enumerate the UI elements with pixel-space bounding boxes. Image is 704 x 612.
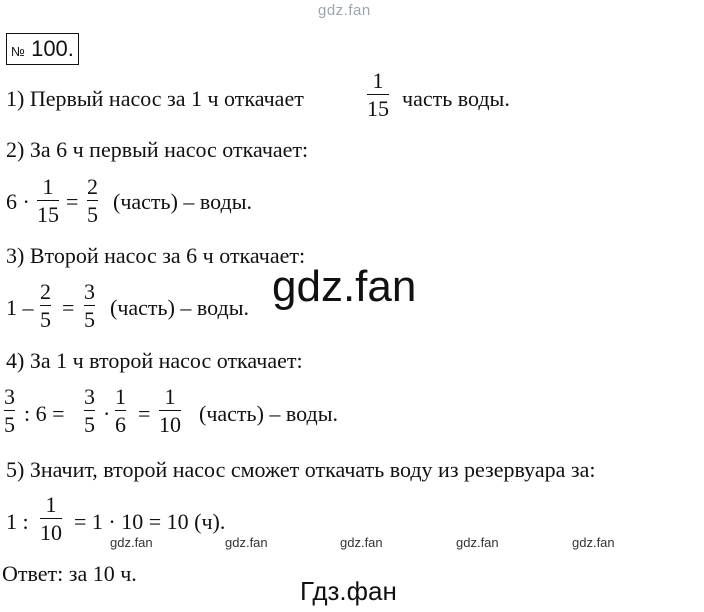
- step4-f3-denominator: 6: [115, 412, 126, 437]
- step4-f4-numerator: 1: [164, 384, 176, 409]
- step5-text: 5) Значит, второй насос сможет откачать воду из резервуара за:: [6, 457, 596, 482]
- step2-equals: =: [66, 189, 79, 214]
- step4-f2-numerator: 3: [84, 384, 95, 409]
- step3-f1-numerator: 2: [40, 279, 51, 304]
- step2-fraction-2: [87, 175, 98, 227]
- step3-f2-denominator: 5: [84, 307, 95, 332]
- watermark-row-5: gdz.fan: [572, 535, 615, 550]
- step1-tail: часть воды.: [402, 86, 510, 111]
- fraction-bar: [367, 94, 389, 95]
- step4-tail: (часть) – воды.: [199, 401, 338, 426]
- fraction-bar: [84, 305, 95, 306]
- step5-lead: 1 :: [6, 509, 29, 534]
- watermark-row-3: gdz.fan: [340, 535, 383, 550]
- fraction-bar: [37, 200, 59, 201]
- step1-fraction-numerator: 1: [372, 68, 384, 93]
- step5-fraction: [40, 493, 62, 545]
- step3-lead: 1 –: [6, 295, 34, 320]
- step4-f1-denominator: 5: [4, 412, 15, 437]
- step2-tail: (часть) – воды.: [113, 189, 252, 214]
- step4-fraction-1: [4, 385, 15, 437]
- step2-f2-denominator: 5: [87, 202, 98, 227]
- number-sign: №: [11, 44, 25, 59]
- step5-tail: = 1 · 10 = 10 (ч).: [74, 509, 226, 534]
- step5-f-numerator: 1: [45, 492, 57, 517]
- step3-tail: (часть) – воды.: [110, 295, 249, 320]
- watermark-row-1: gdz.fan: [110, 535, 153, 550]
- fraction-bar: [4, 410, 15, 411]
- step4-fraction-4: [159, 385, 181, 437]
- watermark-row-2: gdz.fan: [225, 535, 268, 550]
- step4-equals: =: [138, 401, 151, 426]
- watermark-middle: gdz.fan: [272, 262, 417, 311]
- step2-f2-numerator: 2: [87, 174, 98, 199]
- watermark-top: gdz.fan: [318, 2, 371, 19]
- step1-text: 1) Первый насос за 1 ч откачает: [6, 86, 304, 111]
- step3-f1-denominator: 5: [40, 307, 51, 332]
- step4-fraction-2: [84, 385, 95, 437]
- step4-f1-numerator: 3: [4, 384, 15, 409]
- step2-lead: 6 ·: [6, 189, 30, 214]
- step3-fraction-2: [84, 280, 95, 332]
- step4-op1: : 6 =: [24, 401, 65, 426]
- step4-text: 4) За 1 ч второй насос откачает:: [6, 348, 303, 373]
- problem-number: [6, 33, 79, 65]
- step3-text: 3) Второй насос за 6 ч откачает:: [6, 243, 306, 268]
- step4-op2: ·: [103, 401, 111, 426]
- problem-number-value: 100.: [31, 36, 74, 61]
- step3-equals: =: [62, 295, 75, 320]
- step1-fraction: [367, 69, 389, 121]
- watermark-bottom: Гдз.фан: [300, 576, 397, 606]
- step2-fraction-1: [37, 175, 59, 227]
- step4-f2-denominator: 5: [84, 412, 95, 437]
- step3-fraction-1: [40, 280, 51, 332]
- answer-text: Ответ: за 10 ч.: [2, 561, 137, 586]
- watermark-row-4: gdz.fan: [456, 535, 499, 550]
- fraction-bar: [159, 410, 181, 411]
- step3-f2-numerator: 3: [84, 279, 95, 304]
- fraction-bar: [84, 410, 95, 411]
- step2-f1-denominator: 15: [37, 202, 59, 227]
- step4-f3-numerator: 1: [115, 384, 126, 409]
- step5-f-denominator: 10: [40, 520, 62, 545]
- fraction-bar: [40, 305, 51, 306]
- step2-f1-numerator: 1: [42, 174, 54, 199]
- fraction-bar: [87, 200, 98, 201]
- step1-fraction-denominator: 15: [367, 96, 389, 121]
- step2-text: 2) За 6 ч первый насос откачает:: [6, 137, 309, 162]
- fraction-bar: [115, 410, 126, 411]
- fraction-bar: [40, 518, 62, 519]
- step4-f4-denominator: 10: [159, 412, 181, 437]
- step4-fraction-3: [115, 385, 126, 437]
